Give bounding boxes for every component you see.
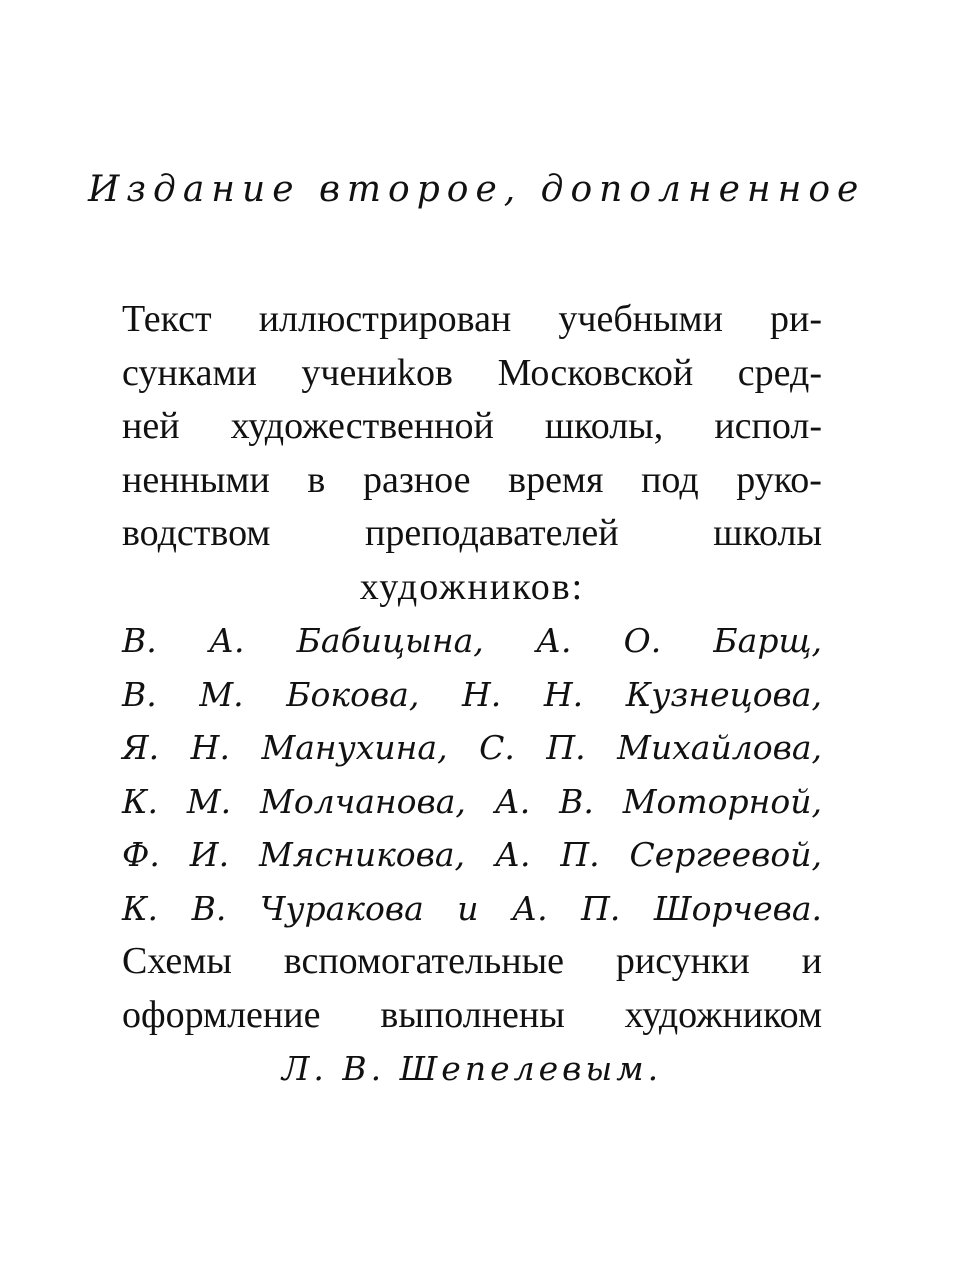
word: В.: [191, 888, 227, 928]
word: Кузнецова,: [625, 674, 822, 714]
word: Бабицына,: [296, 621, 484, 660]
word: разное: [362, 458, 471, 501]
word: Чуракова: [259, 888, 424, 928]
edition-note: Издание второе, дополненное: [88, 169, 866, 210]
illustrator-name: Л. В. Шепелевым.: [281, 1049, 663, 1088]
word: Н.: [461, 674, 502, 714]
names-line: [122, 775, 822, 829]
word: Схемы: [122, 940, 232, 982]
word: В.: [122, 621, 157, 660]
credits-line: [122, 347, 822, 401]
word: ней: [122, 405, 180, 447]
word: сунками: [122, 351, 257, 394]
credits-line: [122, 293, 822, 347]
word: С.: [479, 728, 515, 767]
word: Ф.: [122, 835, 160, 874]
word: А.: [208, 621, 245, 660]
names-line: [122, 882, 822, 936]
names-line: [122, 721, 822, 775]
word: О.: [623, 621, 662, 660]
word: руко-: [736, 458, 822, 501]
word: В.: [122, 674, 157, 714]
word: Михайлова,: [617, 728, 822, 767]
word: ненными: [122, 458, 270, 501]
word: Сергеевой,: [629, 835, 822, 874]
word: в: [307, 458, 326, 501]
word: Бокова,: [286, 674, 420, 714]
word: школы,: [544, 405, 664, 447]
word: А.: [494, 781, 531, 821]
credits-line: [122, 935, 822, 989]
word: Манухина,: [261, 728, 448, 767]
credits-line: [122, 454, 822, 508]
word: учениkов: [301, 351, 453, 394]
word: ри-: [770, 298, 822, 340]
word: Шорчева.: [653, 888, 822, 928]
word: М.: [186, 781, 232, 821]
word: преподавателей: [365, 512, 619, 554]
word: испол-: [714, 405, 822, 447]
word: Я.: [122, 728, 160, 767]
word: И.: [189, 835, 230, 874]
word: Молчанова,: [260, 781, 466, 821]
word: школы: [713, 512, 822, 554]
word: время: [508, 458, 604, 501]
word: Московской: [497, 351, 694, 394]
names-line: [122, 614, 822, 668]
credits-line: [122, 989, 822, 1043]
word: В.: [559, 781, 594, 821]
word: А.: [512, 888, 548, 928]
word: вспомогательные: [283, 940, 564, 982]
names-line: [122, 828, 822, 882]
heading-text: художников:: [359, 565, 585, 608]
word: водством: [122, 512, 271, 554]
word: сред-: [737, 351, 822, 394]
word: П.: [560, 835, 600, 874]
word: П.: [581, 888, 621, 928]
word: П.: [546, 728, 586, 767]
word: иллюстрирован: [258, 298, 512, 340]
word: М.: [199, 674, 244, 714]
word: учебными: [558, 298, 723, 340]
word: рисунки: [615, 940, 750, 982]
word: К.: [122, 888, 159, 928]
word: и: [801, 940, 822, 982]
names-line: [122, 668, 822, 722]
credits-line: [122, 400, 822, 454]
credits-block: [122, 293, 822, 1096]
word: под: [641, 458, 699, 501]
word: выполнены: [380, 993, 565, 1036]
artists-heading: [122, 561, 822, 615]
word: Текст: [122, 298, 212, 340]
word: художественной: [230, 405, 494, 447]
word: Моторной,: [622, 781, 822, 821]
word: Мясникова,: [258, 835, 466, 874]
word: оформление: [122, 993, 321, 1036]
word: А.: [535, 621, 572, 660]
word: художником: [624, 993, 822, 1036]
word: и: [457, 888, 479, 928]
word: Барщ,: [713, 621, 822, 660]
word: Н.: [543, 674, 584, 714]
credits-line: [122, 507, 822, 561]
illustrator-line: [122, 1042, 822, 1096]
word: А.: [494, 835, 531, 874]
word: Н.: [190, 728, 230, 767]
word: К.: [122, 781, 159, 821]
